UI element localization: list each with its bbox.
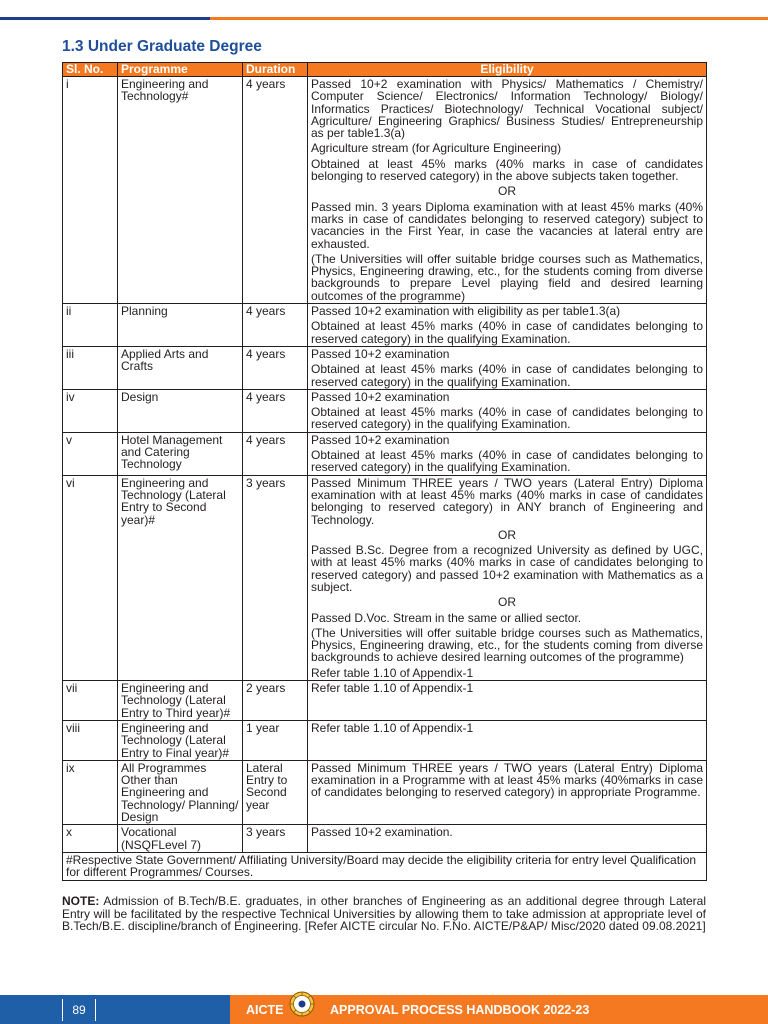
table-row xyxy=(63,304,707,347)
eligibility-table xyxy=(62,62,707,881)
cell-eligibility xyxy=(308,475,707,680)
header-rule-orange xyxy=(210,17,768,20)
table-row xyxy=(63,77,707,304)
eligibility-paragraph: Obtained at least 45% marks (40% in case of candidates belonging to reserved category) in the qualifying Examination. xyxy=(311,362,703,389)
table-header-row xyxy=(63,63,707,77)
cell-slno: v xyxy=(63,432,118,475)
eligibility-paragraph: Obtained at least 45% marks (40% in case of candidates belonging to reserved category) in the qualifying Examination. xyxy=(311,448,703,475)
note-label: NOTE: xyxy=(62,894,100,908)
eligibility-paragraph: (The Universities will offer suitable bridge courses such as Mathematics, Physics, Engineering drawing, etc., for the students coming from diverse backgrounds to prepare Level playing field and desired learning outcomes of the programme) xyxy=(311,251,703,303)
cell-slno: iv xyxy=(63,389,118,432)
cell-duration: Lateral Entry to Second year xyxy=(243,760,308,824)
cell-programme: Engineering and Technology# xyxy=(118,77,243,304)
cell-slno: ix xyxy=(63,760,118,824)
eligibility-paragraph: Passed min. 3 years Diploma examination with at least 45% marks (40% marks in case of candidates belonging to reserved category) subject to vacancies in the First Year, in case the vacancies at lateral entry are exhausted. xyxy=(311,199,703,251)
cell-duration: 4 years xyxy=(243,432,308,475)
cell-programme: Planning xyxy=(118,304,243,347)
cell-duration: 3 years xyxy=(243,825,308,853)
table-body xyxy=(63,77,707,853)
cell-programme: Engineering and Technology (Lateral Entry to Second year)# xyxy=(118,475,243,680)
eligibility-paragraph: Passed Minimum THREE years / TWO years (Lateral Entry) Diploma examination with at least 45% marks (40% marks in case of candidates belonging to reserved category) in ANY branch of Engineering and Technology. xyxy=(311,475,703,527)
eligibility-paragraph: Passed 10+2 examination xyxy=(311,432,450,447)
table-row xyxy=(63,825,707,853)
header-slno: Sl. No. xyxy=(63,63,118,77)
eligibility-or: OR xyxy=(498,184,516,199)
eligibility-paragraph: Passed B.Sc. Degree from a recognized University as defined by UGC, with at least 45% marks (40% marks in case of candidates belonging to reserved category) and passed 10+2 examination with Mathematics as a subject. xyxy=(311,543,703,594)
header-eligibility: Eligibility xyxy=(308,63,707,77)
cell-eligibility xyxy=(308,346,707,389)
cell-slno: vi xyxy=(63,475,118,680)
cell-duration: 4 years xyxy=(243,346,308,389)
header-rule-blue xyxy=(0,17,210,20)
cell-eligibility xyxy=(308,304,707,347)
cell-duration: 4 years xyxy=(243,389,308,432)
eligibility-paragraph: Passed Minimum THREE years / TWO years (Lateral Entry) Diploma examination in a Programme with at least 45% marks (40%marks in case of candidates belonging to reserved category) in appropriate Programme. xyxy=(311,760,703,800)
eligibility-paragraph: Obtained at least 45% marks (40% marks in case of candidates belonging to reserved category) in the above subjects taken together. xyxy=(311,156,703,184)
eligibility-paragraph: Refer table 1.10 of Appendix-1 xyxy=(311,720,474,735)
cell-duration: 2 years xyxy=(243,681,308,721)
eligibility-paragraph: Passed 10+2 examination with eligibility as per table1.3(a) xyxy=(311,304,621,319)
eligibility-paragraph: Passed 10+2 examination with Physics/ Mathematics / Chemistry/ Computer Science/ Electronics/ Information Technology/ Biology/ Informatics Practices/ Biotechnology/ Technical Vocational subject/ Agriculture/ Engineering Graphics/ Business Studies/ Entrepreneurship as per table1.3(a) xyxy=(311,77,703,141)
table-row xyxy=(63,346,707,389)
eligibility-paragraph: Refer table 1.10 of Appendix-1 xyxy=(311,681,474,696)
cell-programme: Hotel Management and Catering Technology xyxy=(118,432,243,475)
cell-eligibility xyxy=(308,681,707,721)
cell-slno: vii xyxy=(63,681,118,721)
cell-duration: 3 years xyxy=(243,475,308,680)
header-programme: Programme xyxy=(118,63,243,77)
page-number: 89 xyxy=(62,999,96,1021)
table-row xyxy=(63,432,707,475)
eligibility-paragraph: Agriculture stream (for Agriculture Engineering) xyxy=(311,141,562,156)
cell-programme: Applied Arts and Crafts xyxy=(118,346,243,389)
eligibility-paragraph: Refer table 1.10 of Appendix-1 xyxy=(311,665,474,680)
cell-duration: 4 years xyxy=(243,304,308,347)
footer-org: AICTE xyxy=(246,1003,284,1017)
cell-slno: viii xyxy=(63,720,118,760)
eligibility-or: OR xyxy=(498,595,516,610)
table-footnote-row xyxy=(63,852,707,880)
table-row xyxy=(63,475,707,680)
table-footnote: #Respective State Government/ Affiliating University/Board may decide the eligibility criteria for entry level Qualification for different Programmes/ Courses. xyxy=(63,852,707,880)
cell-programme: Vocational (NSQFLevel 7) xyxy=(118,825,243,853)
note-text: Admission of B.Tech/B.E. graduates, in other branches of Engineering as an additional degree through Lateral Entry will be facilitated by the respective Technical Universities by allowing them to take admission at appropriate level of B.Tech/B.E. discipline/branch of Engineering. [Refer AICTE circular No. F.No. AICTE/P&AP/ Misc/2020 dated 09.08.2021] xyxy=(62,894,706,934)
table-row xyxy=(63,760,707,824)
cell-slno: iii xyxy=(63,346,118,389)
cell-duration: 4 years xyxy=(243,77,308,304)
eligibility-paragraph: Obtained at least 45% marks (40% in case of candidates belonging to reserved category) in the qualifying Examination. xyxy=(311,405,703,432)
eligibility-paragraph: Passed 10+2 examination xyxy=(311,346,450,361)
eligibility-paragraph: Passed 10+2 examination. xyxy=(311,825,453,840)
eligibility-paragraph: Passed D.Voc. Stream in the same or allied sector. xyxy=(311,610,582,625)
eligibility-paragraph: (The Universities will offer suitable bridge courses such as Mathematics, Physics, Engineering drawing, etc., for the students coming from diverse backgrounds to achieve desired learning outcomes of the programme) xyxy=(311,625,703,665)
admission-note xyxy=(62,895,706,933)
header-duration: Duration xyxy=(243,63,308,77)
table-row xyxy=(63,681,707,721)
cell-eligibility xyxy=(308,432,707,475)
cell-programme: Engineering and Technology (Lateral Entry to Third year)# xyxy=(118,681,243,721)
cell-programme: All Programmes Other than Engineering and Technology/ Planning/ Design xyxy=(118,760,243,824)
eligibility-or: OR xyxy=(498,527,516,542)
cell-slno: ii xyxy=(63,304,118,347)
eligibility-paragraph: Passed 10+2 examination xyxy=(311,389,450,404)
eligibility-paragraph: Obtained at least 45% marks (40% in case of candidates belonging to reserved category) in the qualifying Examination. xyxy=(311,319,703,346)
cell-eligibility xyxy=(308,389,707,432)
cell-duration: 1 year xyxy=(243,720,308,760)
cell-eligibility xyxy=(308,760,707,824)
cell-slno: x xyxy=(63,825,118,853)
cell-eligibility xyxy=(308,720,707,760)
cell-slno: i xyxy=(63,77,118,304)
footer-handbook-title: APPROVAL PROCESS HANDBOOK 2022-23 xyxy=(330,1003,590,1017)
aicte-emblem-icon xyxy=(289,991,315,1017)
cell-programme: Design xyxy=(118,389,243,432)
table-row xyxy=(63,389,707,432)
cell-eligibility xyxy=(308,825,707,853)
section-title: 1.3 Under Graduate Degree xyxy=(62,38,262,55)
cell-programme: Engineering and Technology (Lateral Entry to Final year)# xyxy=(118,720,243,760)
cell-eligibility xyxy=(308,77,707,304)
table-row xyxy=(63,720,707,760)
